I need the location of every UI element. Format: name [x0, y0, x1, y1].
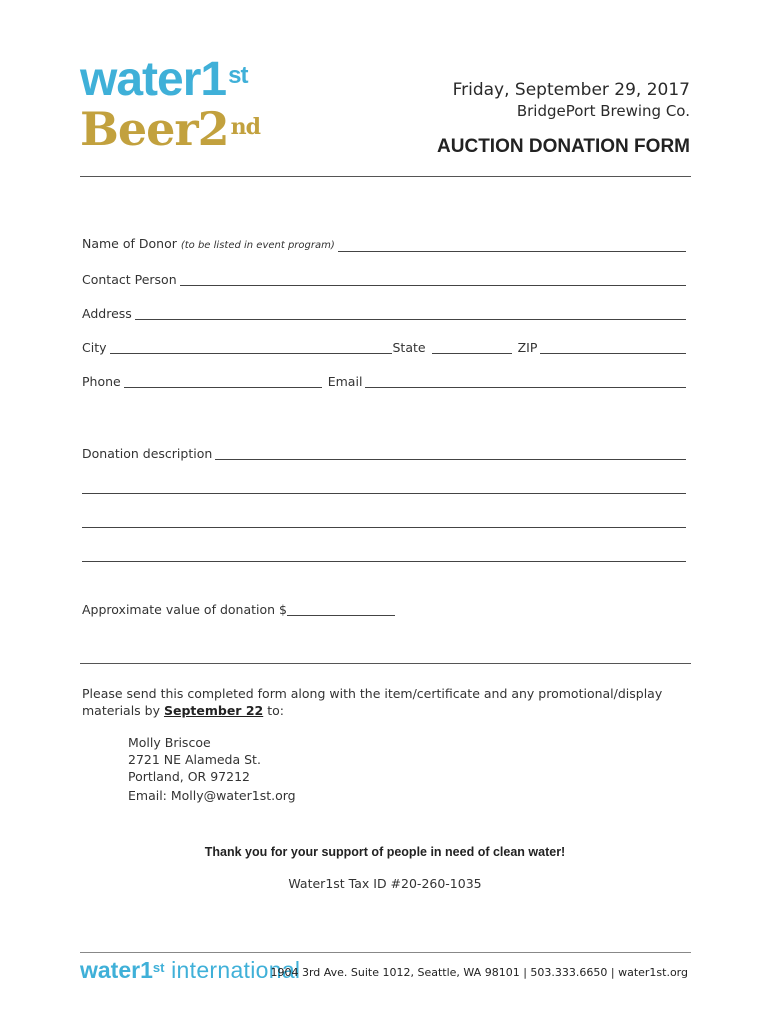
logo-sup-st: st [228, 62, 248, 89]
water1st-logo [80, 53, 248, 106]
logo-sup-nd: nd [230, 114, 261, 140]
mail-to-city: Portland, OR 97212 [128, 769, 250, 784]
contact-person-field[interactable] [180, 272, 686, 286]
event-venue: BridgePort Brewing Co. [516, 102, 690, 120]
deadline-date: September 22 [163, 703, 264, 718]
footer-divider [80, 952, 691, 953]
approx-value-field[interactable] [287, 602, 395, 616]
approx-value-row [82, 600, 686, 618]
city-label: City [82, 340, 107, 355]
thank-you-message: Thank you for your support of people in need of clean water! [204, 845, 566, 859]
water1st-international-logo: water1st international [80, 957, 301, 983]
donor-name-row [82, 236, 686, 254]
city-field[interactable] [110, 340, 392, 354]
donation-description-label: Donation description [82, 446, 213, 461]
logo-word-beer: Beer2 [80, 102, 229, 156]
mail-to-name: Molly Briscoe [128, 735, 211, 750]
donation-description-line-3[interactable] [82, 527, 686, 528]
zip-label: ZIP [517, 340, 538, 355]
header-divider [80, 176, 691, 177]
phone-field[interactable] [124, 374, 322, 388]
address-label: Address [82, 306, 132, 321]
city-state-zip-row [82, 338, 686, 356]
mail-to-street: 2721 NE Alameda St. [128, 752, 261, 767]
logo-word-water: water1 [80, 53, 227, 106]
address-field[interactable] [135, 306, 686, 320]
contact-person-row [82, 270, 686, 288]
approx-value-label: Approximate value of donation $ [82, 602, 287, 617]
donation-description-row [82, 444, 686, 462]
mail-to-email[interactable]: Email: Molly@water1st.org [128, 788, 296, 803]
phone-email-row [82, 372, 686, 390]
state-label: State [392, 340, 426, 355]
zip-field[interactable] [540, 340, 686, 354]
form-title: AUCTION DONATION FORM [437, 136, 690, 157]
donation-description-line-2[interactable] [82, 493, 686, 494]
footer-contact-info: 1904 3rd Ave. Suite 1012, Seattle, WA 98101 | 503.333.6650 | water1st.org [270, 966, 688, 979]
event-date: Friday, September 29, 2017 [452, 80, 690, 100]
donation-description-line-4[interactable] [82, 561, 686, 562]
instructions: Please send this completed form along with the item/certificate and any promotional/display materials by September 22 to: [82, 686, 663, 718]
donor-name-field[interactable] [338, 238, 686, 252]
email-field[interactable] [365, 374, 686, 388]
email-label: Email [327, 374, 363, 389]
beer2nd-logo [80, 104, 260, 154]
state-field[interactable] [432, 340, 512, 354]
form-divider [80, 663, 691, 664]
address-row [82, 304, 686, 322]
contact-person-label: Contact Person [82, 272, 177, 287]
tax-id: Water1st Tax ID #20-260-1035 [288, 876, 482, 891]
donor-name-label: Name of Donor (to be listed in event program) [82, 236, 335, 251]
donor-name-note: (to be listed in event program) [180, 240, 335, 251]
donation-description-field[interactable] [215, 446, 686, 460]
phone-label: Phone [82, 374, 121, 389]
